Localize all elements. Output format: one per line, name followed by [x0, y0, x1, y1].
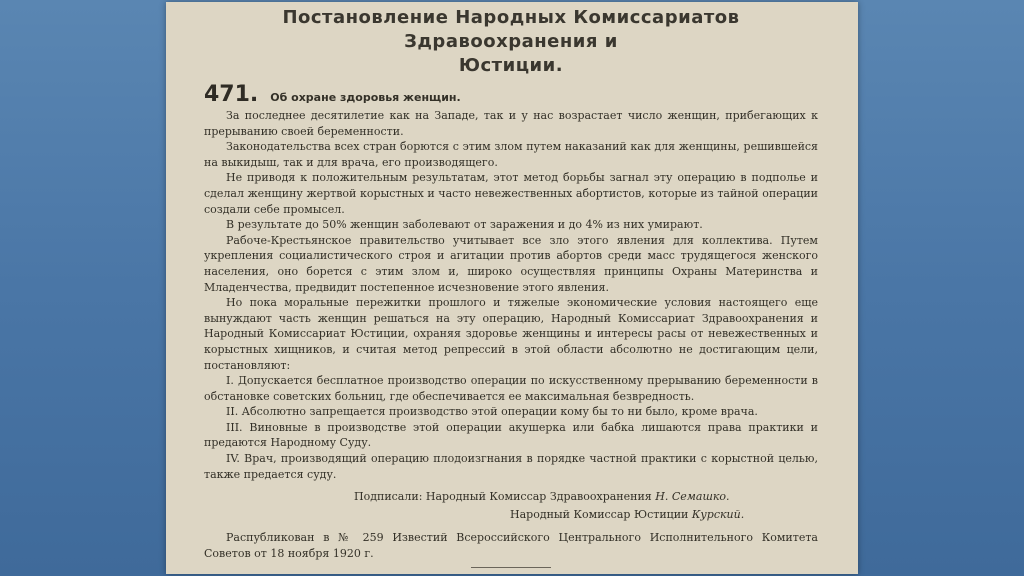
paragraph: Но пока моральные пережитки прошлого и тяжелые экономические условия настоящего еще вынуждают часть женщин решаться на эту операцию, Народный Комиссариат Здравоохранения и Народный Комиссариат Юстиции, охраняя здоровье женщины и интересы расы от невежественных и корыстных хищников, и считая метод репрессий в этой области абсолютно не достигающим цели, постановляют: — [204, 296, 818, 372]
signature-row-2 — [204, 506, 818, 524]
decree-body — [204, 108, 818, 482]
clause-1: I. Допускается бесплатное производство операции по искусственному прерыванию беременности в обстановке советских больниц, где обеспечивается ее максимальная безвредность. — [204, 374, 818, 403]
divider — [471, 567, 551, 568]
paragraph: Законодательства всех стран борются с этим злом путем наказаний как для женщины, решившейся на выкидыш, так и для врача, его производящего. — [204, 140, 818, 169]
decree-number: 471. — [204, 82, 259, 107]
signer-2: Курский. — [691, 508, 745, 522]
document-page — [166, 2, 858, 574]
signer-2-role: Народный Комиссар Юстиции — [510, 508, 689, 522]
title-line-1: Постановление Народных Комиссариатов Здравоохранения и — [282, 7, 740, 52]
decree-subject: Об охране здоровья женщин. — [270, 91, 461, 104]
clause-2: II. Абсолютно запрещается производство этой операции кому бы то ни было, кроме врача. — [226, 405, 758, 419]
paragraph: Не приводя к положительным результатам, этот метод борьбы загнал эту операцию в подполье и сделал женщину жертвой корыстных и часто невежественных абортистов, которые из тайной операции создали себе промысел. — [204, 171, 818, 216]
signatures — [204, 488, 818, 524]
document-title — [204, 6, 818, 78]
signed-label: Подписали: Народный Комиссар Здравоохранения — [354, 490, 652, 504]
decree-header — [204, 82, 818, 108]
publication-note: Распубликован в № 259 Известий Всероссийского Центрального Исполнительного Комитета Советов от 18 ноября 1920 г. — [204, 531, 818, 560]
paragraph: За последнее десятилетие как на Западе, так и у нас возрастает число женщин, прибегающих к прерыванию своей беременности. — [204, 109, 818, 138]
signature-row-1 — [204, 488, 818, 506]
paragraph: В результате до 50% женщин заболевают от заражения и до 4% из них умирают. — [226, 218, 703, 232]
paragraph: Рабоче-Крестьянское правительство учитывает все зло этого явления для коллектива. Путем укрепления социалистического строя и агитации против абортов среди масс трудящегося женского населения, оно борется с этим злом и, широко осуществляя принципы Охраны Материнства и Младенчества, предвидит постепенное исчезновение этого явления. — [204, 233, 818, 294]
clause-4: IV. Врач, производящий операцию плодоизгнания в порядке частной практики с корыстной целью, также предается суду. — [204, 452, 818, 481]
title-line-2: Юстиции. — [458, 55, 564, 76]
signer-1: Н. Семашко. — [655, 490, 730, 504]
clause-3: III. Виновные в производстве этой операции акушерка или бабка лишаются права практики и предаются Народному Суду. — [204, 420, 818, 450]
